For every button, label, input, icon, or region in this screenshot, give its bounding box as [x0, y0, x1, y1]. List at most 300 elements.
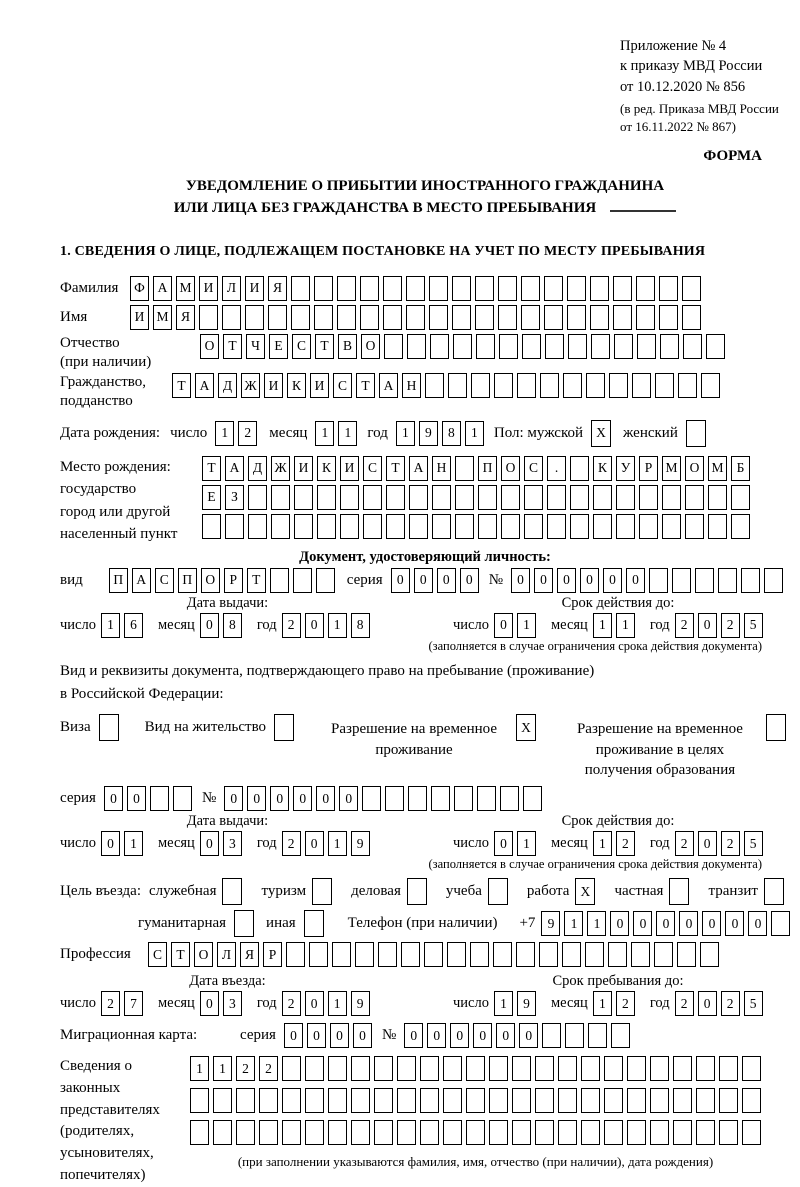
char-cell[interactable]: 0: [414, 568, 433, 593]
char-cell[interactable]: 0: [633, 911, 652, 936]
char-cell[interactable]: 1: [593, 613, 612, 638]
char-cell[interactable]: [425, 373, 444, 398]
char-cell[interactable]: [650, 1056, 669, 1081]
char-cell[interactable]: 0: [224, 786, 243, 811]
char-cell[interactable]: К: [593, 456, 612, 481]
char-cell[interactable]: 0: [698, 613, 717, 638]
char-cell[interactable]: [470, 942, 489, 967]
char-cell[interactable]: [316, 568, 335, 593]
char-cell[interactable]: [521, 276, 540, 301]
char-cell[interactable]: [742, 1088, 761, 1113]
char-cell[interactable]: [225, 514, 244, 539]
char-cell[interactable]: [452, 305, 471, 330]
char-cell[interactable]: [565, 1023, 584, 1048]
char-cell[interactable]: 1: [517, 831, 536, 856]
char-cell[interactable]: 0: [494, 831, 513, 856]
char-cell[interactable]: [466, 1088, 485, 1113]
char-cell[interactable]: 2: [721, 991, 740, 1016]
char-cell[interactable]: [489, 1120, 508, 1145]
char-cell[interactable]: [731, 514, 750, 539]
char-cell[interactable]: [498, 305, 517, 330]
char-cell[interactable]: [718, 568, 737, 593]
char-cell[interactable]: [494, 373, 513, 398]
char-cell[interactable]: [340, 514, 359, 539]
char-cell[interactable]: [604, 1120, 623, 1145]
char-cell[interactable]: А: [195, 373, 214, 398]
char-cell[interactable]: 1: [587, 911, 606, 936]
char-cell[interactable]: Р: [224, 568, 243, 593]
char-cell[interactable]: Б: [731, 456, 750, 481]
char-cell[interactable]: 5: [744, 613, 763, 638]
char-cell[interactable]: Д: [218, 373, 237, 398]
char-cell[interactable]: Р: [639, 456, 658, 481]
char-cell[interactable]: [305, 1088, 324, 1113]
char-cell[interactable]: 5: [744, 991, 763, 1016]
char-cell[interactable]: Д: [248, 456, 267, 481]
char-cell[interactable]: [294, 485, 313, 510]
char-cell[interactable]: [455, 456, 474, 481]
char-cell[interactable]: [683, 334, 702, 359]
char-cell[interactable]: [328, 1056, 347, 1081]
char-cell[interactable]: [401, 942, 420, 967]
char-cell[interactable]: [523, 786, 542, 811]
char-cell[interactable]: 0: [127, 786, 146, 811]
char-cell[interactable]: [305, 1120, 324, 1145]
char-cell[interactable]: [291, 305, 310, 330]
char-cell[interactable]: [585, 942, 604, 967]
char-cell[interactable]: [771, 911, 790, 936]
char-cell[interactable]: [636, 276, 655, 301]
char-cell[interactable]: Н: [402, 373, 421, 398]
char-cell[interactable]: [593, 485, 612, 510]
char-cell[interactable]: Е: [269, 334, 288, 359]
char-cell[interactable]: О: [194, 942, 213, 967]
char-cell[interactable]: [294, 514, 313, 539]
char-cell[interactable]: [512, 1120, 531, 1145]
char-cell[interactable]: [360, 276, 379, 301]
char-cell[interactable]: [673, 1088, 692, 1113]
char-cell[interactable]: [558, 1120, 577, 1145]
char-cell[interactable]: П: [109, 568, 128, 593]
char-cell[interactable]: [512, 1088, 531, 1113]
char-cell[interactable]: [650, 1088, 669, 1113]
char-cell[interactable]: [539, 942, 558, 967]
char-cell[interactable]: Л: [217, 942, 236, 967]
char-cell[interactable]: 0: [494, 613, 513, 638]
char-cell[interactable]: X: [591, 420, 611, 447]
char-cell[interactable]: О: [501, 456, 520, 481]
char-cell[interactable]: 2: [238, 421, 257, 446]
char-cell[interactable]: [328, 1088, 347, 1113]
char-cell[interactable]: 1: [494, 991, 513, 1016]
char-cell[interactable]: [512, 1056, 531, 1081]
char-cell[interactable]: [662, 514, 681, 539]
char-cell[interactable]: [190, 1088, 209, 1113]
char-cell[interactable]: 2: [721, 831, 740, 856]
char-cell[interactable]: 1: [328, 991, 347, 1016]
char-cell[interactable]: [408, 786, 427, 811]
char-cell[interactable]: [632, 373, 651, 398]
char-cell[interactable]: [545, 334, 564, 359]
char-cell[interactable]: 0: [200, 831, 219, 856]
char-cell[interactable]: [741, 568, 760, 593]
char-cell[interactable]: [270, 568, 289, 593]
char-cell[interactable]: [190, 1120, 209, 1145]
char-cell[interactable]: [639, 485, 658, 510]
char-cell[interactable]: [613, 305, 632, 330]
char-cell[interactable]: [355, 942, 374, 967]
char-cell[interactable]: [611, 1023, 630, 1048]
char-cell[interactable]: [544, 305, 563, 330]
char-cell[interactable]: К: [287, 373, 306, 398]
char-cell[interactable]: 0: [511, 568, 530, 593]
char-cell[interactable]: 0: [626, 568, 645, 593]
char-cell[interactable]: Т: [172, 373, 191, 398]
char-cell[interactable]: [696, 1120, 715, 1145]
char-cell[interactable]: [378, 942, 397, 967]
char-cell[interactable]: [524, 485, 543, 510]
char-cell[interactable]: [593, 514, 612, 539]
char-cell[interactable]: [764, 568, 783, 593]
char-cell[interactable]: [604, 1056, 623, 1081]
char-cell[interactable]: [563, 373, 582, 398]
char-cell[interactable]: [627, 1056, 646, 1081]
char-cell[interactable]: Е: [202, 485, 221, 510]
char-cell[interactable]: 0: [450, 1023, 469, 1048]
char-cell[interactable]: С: [333, 373, 352, 398]
char-cell[interactable]: [374, 1056, 393, 1081]
char-cell[interactable]: [222, 878, 242, 905]
char-cell[interactable]: М: [153, 305, 172, 330]
char-cell[interactable]: [173, 786, 192, 811]
char-cell[interactable]: [613, 276, 632, 301]
char-cell[interactable]: М: [662, 456, 681, 481]
char-cell[interactable]: И: [130, 305, 149, 330]
char-cell[interactable]: 6: [124, 613, 143, 638]
char-cell[interactable]: П: [478, 456, 497, 481]
char-cell[interactable]: [524, 514, 543, 539]
char-cell[interactable]: [685, 514, 704, 539]
char-cell[interactable]: И: [310, 373, 329, 398]
char-cell[interactable]: 1: [213, 1056, 232, 1081]
char-cell[interactable]: [660, 334, 679, 359]
char-cell[interactable]: [309, 942, 328, 967]
char-cell[interactable]: [466, 1120, 485, 1145]
char-cell[interactable]: [455, 485, 474, 510]
char-cell[interactable]: [282, 1120, 301, 1145]
char-cell[interactable]: [616, 514, 635, 539]
char-cell[interactable]: [678, 373, 697, 398]
char-cell[interactable]: [608, 942, 627, 967]
char-cell[interactable]: И: [199, 276, 218, 301]
char-cell[interactable]: 0: [557, 568, 576, 593]
char-cell[interactable]: И: [294, 456, 313, 481]
char-cell[interactable]: [236, 1120, 255, 1145]
char-cell[interactable]: [351, 1088, 370, 1113]
char-cell[interactable]: [685, 485, 704, 510]
char-cell[interactable]: 0: [316, 786, 335, 811]
char-cell[interactable]: X: [575, 878, 595, 905]
char-cell[interactable]: 0: [427, 1023, 446, 1048]
char-cell[interactable]: 0: [404, 1023, 423, 1048]
char-cell[interactable]: [429, 305, 448, 330]
char-cell[interactable]: Я: [240, 942, 259, 967]
char-cell[interactable]: [636, 305, 655, 330]
char-cell[interactable]: В: [338, 334, 357, 359]
char-cell[interactable]: Ч: [246, 334, 265, 359]
char-cell[interactable]: [581, 1120, 600, 1145]
char-cell[interactable]: 1: [101, 613, 120, 638]
char-cell[interactable]: [701, 373, 720, 398]
char-cell[interactable]: 2: [675, 831, 694, 856]
char-cell[interactable]: [386, 514, 405, 539]
char-cell[interactable]: [340, 485, 359, 510]
char-cell[interactable]: Ф: [130, 276, 149, 301]
char-cell[interactable]: 8: [223, 613, 242, 638]
char-cell[interactable]: [558, 1056, 577, 1081]
char-cell[interactable]: С: [363, 456, 382, 481]
char-cell[interactable]: [314, 276, 333, 301]
char-cell[interactable]: 1: [593, 831, 612, 856]
char-cell[interactable]: [535, 1120, 554, 1145]
char-cell[interactable]: [478, 485, 497, 510]
char-cell[interactable]: [609, 373, 628, 398]
char-cell[interactable]: 5: [744, 831, 763, 856]
char-cell[interactable]: [742, 1120, 761, 1145]
char-cell[interactable]: [271, 485, 290, 510]
char-cell[interactable]: С: [148, 942, 167, 967]
char-cell[interactable]: Я: [176, 305, 195, 330]
char-cell[interactable]: [686, 420, 706, 447]
char-cell[interactable]: 2: [282, 831, 301, 856]
char-cell[interactable]: 1: [124, 831, 143, 856]
char-cell[interactable]: [443, 1088, 462, 1113]
char-cell[interactable]: И: [340, 456, 359, 481]
char-cell[interactable]: [581, 1056, 600, 1081]
char-cell[interactable]: [397, 1088, 416, 1113]
char-cell[interactable]: А: [409, 456, 428, 481]
char-cell[interactable]: 2: [675, 991, 694, 1016]
char-cell[interactable]: [351, 1056, 370, 1081]
char-cell[interactable]: К: [317, 456, 336, 481]
char-cell[interactable]: [406, 276, 425, 301]
char-cell[interactable]: [384, 334, 403, 359]
char-cell[interactable]: [614, 334, 633, 359]
char-cell[interactable]: [443, 1056, 462, 1081]
char-cell[interactable]: И: [264, 373, 283, 398]
char-cell[interactable]: [696, 1056, 715, 1081]
char-cell[interactable]: [271, 514, 290, 539]
char-cell[interactable]: [590, 276, 609, 301]
char-cell[interactable]: [654, 942, 673, 967]
char-cell[interactable]: 0: [437, 568, 456, 593]
char-cell[interactable]: [452, 276, 471, 301]
char-cell[interactable]: [245, 305, 264, 330]
char-cell[interactable]: [477, 786, 496, 811]
char-cell[interactable]: [489, 1088, 508, 1113]
char-cell[interactable]: [455, 514, 474, 539]
char-cell[interactable]: [314, 305, 333, 330]
char-cell[interactable]: 2: [616, 831, 635, 856]
char-cell[interactable]: 8: [442, 421, 461, 446]
char-cell[interactable]: [567, 305, 586, 330]
char-cell[interactable]: С: [292, 334, 311, 359]
char-cell[interactable]: [274, 714, 294, 741]
char-cell[interactable]: [420, 1120, 439, 1145]
char-cell[interactable]: 0: [339, 786, 358, 811]
char-cell[interactable]: .: [547, 456, 566, 481]
char-cell[interactable]: [475, 305, 494, 330]
char-cell[interactable]: [304, 910, 324, 937]
char-cell[interactable]: 2: [282, 613, 301, 638]
char-cell[interactable]: [236, 1088, 255, 1113]
char-cell[interactable]: [581, 1088, 600, 1113]
char-cell[interactable]: [616, 485, 635, 510]
char-cell[interactable]: [562, 942, 581, 967]
char-cell[interactable]: [383, 305, 402, 330]
char-cell[interactable]: У: [616, 456, 635, 481]
char-cell[interactable]: [466, 1056, 485, 1081]
char-cell[interactable]: [570, 456, 589, 481]
char-cell[interactable]: 0: [473, 1023, 492, 1048]
char-cell[interactable]: [516, 942, 535, 967]
char-cell[interactable]: 1: [564, 911, 583, 936]
char-cell[interactable]: [432, 485, 451, 510]
char-cell[interactable]: [409, 485, 428, 510]
char-cell[interactable]: [498, 276, 517, 301]
char-cell[interactable]: [586, 373, 605, 398]
char-cell[interactable]: [213, 1088, 232, 1113]
char-cell[interactable]: М: [708, 456, 727, 481]
char-cell[interactable]: [535, 1088, 554, 1113]
char-cell[interactable]: Т: [315, 334, 334, 359]
char-cell[interactable]: 2: [616, 991, 635, 1016]
char-cell[interactable]: [521, 305, 540, 330]
char-cell[interactable]: 8: [351, 613, 370, 638]
char-cell[interactable]: 1: [190, 1056, 209, 1081]
char-cell[interactable]: А: [132, 568, 151, 593]
char-cell[interactable]: 1: [328, 613, 347, 638]
char-cell[interactable]: 1: [328, 831, 347, 856]
char-cell[interactable]: [471, 373, 490, 398]
char-cell[interactable]: [213, 1120, 232, 1145]
char-cell[interactable]: 3: [223, 831, 242, 856]
char-cell[interactable]: 1: [215, 421, 234, 446]
char-cell[interactable]: [374, 1088, 393, 1113]
char-cell[interactable]: Ж: [271, 456, 290, 481]
char-cell[interactable]: [362, 786, 381, 811]
char-cell[interactable]: [317, 485, 336, 510]
char-cell[interactable]: [443, 1120, 462, 1145]
char-cell[interactable]: [431, 786, 450, 811]
char-cell[interactable]: [493, 942, 512, 967]
char-cell[interactable]: [501, 485, 520, 510]
char-cell[interactable]: 0: [519, 1023, 538, 1048]
char-cell[interactable]: [383, 276, 402, 301]
char-cell[interactable]: [719, 1056, 738, 1081]
char-cell[interactable]: [650, 1120, 669, 1145]
char-cell[interactable]: [673, 1056, 692, 1081]
char-cell[interactable]: [659, 305, 678, 330]
char-cell[interactable]: З: [225, 485, 244, 510]
char-cell[interactable]: [700, 942, 719, 967]
char-cell[interactable]: [669, 878, 689, 905]
char-cell[interactable]: [150, 786, 169, 811]
char-cell[interactable]: [337, 276, 356, 301]
char-cell[interactable]: [447, 942, 466, 967]
char-cell[interactable]: 1: [315, 421, 334, 446]
char-cell[interactable]: 0: [679, 911, 698, 936]
char-cell[interactable]: [673, 1120, 692, 1145]
char-cell[interactable]: 1: [593, 991, 612, 1016]
char-cell[interactable]: [282, 1088, 301, 1113]
char-cell[interactable]: 2: [282, 991, 301, 1016]
char-cell[interactable]: [682, 276, 701, 301]
char-cell[interactable]: [499, 334, 518, 359]
char-cell[interactable]: О: [361, 334, 380, 359]
char-cell[interactable]: Р: [263, 942, 282, 967]
char-cell[interactable]: [655, 373, 674, 398]
char-cell[interactable]: [317, 514, 336, 539]
char-cell[interactable]: 1: [616, 613, 635, 638]
char-cell[interactable]: [454, 786, 473, 811]
char-cell[interactable]: [522, 334, 541, 359]
char-cell[interactable]: [535, 1056, 554, 1081]
char-cell[interactable]: [199, 305, 218, 330]
char-cell[interactable]: [659, 276, 678, 301]
char-cell[interactable]: [222, 305, 241, 330]
char-cell[interactable]: [662, 485, 681, 510]
char-cell[interactable]: А: [153, 276, 172, 301]
char-cell[interactable]: [248, 485, 267, 510]
char-cell[interactable]: 0: [698, 991, 717, 1016]
char-cell[interactable]: 0: [200, 991, 219, 1016]
char-cell[interactable]: [742, 1056, 761, 1081]
char-cell[interactable]: 0: [284, 1023, 303, 1048]
char-cell[interactable]: [731, 485, 750, 510]
char-cell[interactable]: [291, 276, 310, 301]
char-cell[interactable]: [570, 485, 589, 510]
char-cell[interactable]: [719, 1088, 738, 1113]
char-cell[interactable]: И: [245, 276, 264, 301]
char-cell[interactable]: [420, 1088, 439, 1113]
char-cell[interactable]: 0: [200, 613, 219, 638]
char-cell[interactable]: [570, 514, 589, 539]
char-cell[interactable]: 0: [702, 911, 721, 936]
char-cell[interactable]: [259, 1088, 278, 1113]
char-cell[interactable]: С: [155, 568, 174, 593]
char-cell[interactable]: [627, 1120, 646, 1145]
char-cell[interactable]: [558, 1088, 577, 1113]
char-cell[interactable]: [99, 714, 119, 741]
char-cell[interactable]: [500, 786, 519, 811]
char-cell[interactable]: [453, 334, 472, 359]
char-cell[interactable]: [268, 305, 287, 330]
char-cell[interactable]: Т: [223, 334, 242, 359]
char-cell[interactable]: [591, 334, 610, 359]
char-cell[interactable]: [259, 1120, 278, 1145]
char-cell[interactable]: [517, 373, 536, 398]
char-cell[interactable]: [708, 485, 727, 510]
char-cell[interactable]: 0: [391, 568, 410, 593]
char-cell[interactable]: [385, 786, 404, 811]
char-cell[interactable]: [432, 514, 451, 539]
char-cell[interactable]: [478, 514, 497, 539]
char-cell[interactable]: [637, 334, 656, 359]
char-cell[interactable]: [672, 568, 691, 593]
char-cell[interactable]: [627, 1088, 646, 1113]
char-cell[interactable]: [547, 514, 566, 539]
